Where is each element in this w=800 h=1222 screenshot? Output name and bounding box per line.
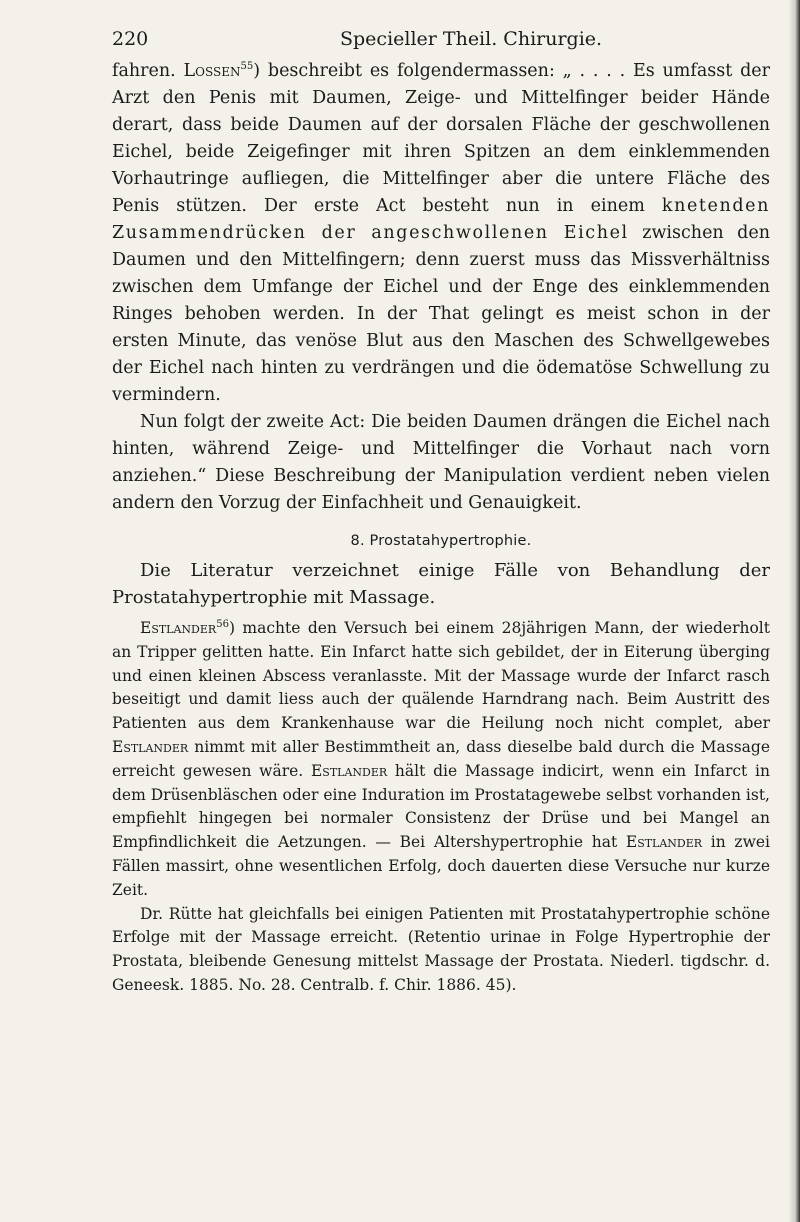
text-segment: ) machte den Versuch bei einem 28jährigen Mann, der wiederholt an Tripper gelitten hatte. Ein Infarct hatte sich gebildet, der in Eiterung überging und einen kleinen Abscess veranlasste. Mit der Massage wurde der Infarct rasch beseitigt und damit liess auch der quälende Harndrang nach. Beim Austritt des Patienten aus dem Krankenhause war die Heilung noch nicht complet, aber	[112, 619, 770, 733]
page-edge-shadow	[788, 0, 800, 1222]
author-name: Lossen	[183, 61, 241, 81]
section-title: 8. Prostatahypertrophie.	[350, 533, 532, 549]
paragraph-ruette: Dr. Rütte hat gleichfalls bei einigen Patienten mit Prostatahypertrophie schöne Erfolge mit der Massage erreicht. (Retentio urinae in Folge Hypertrophie der Prostata, bleibende Genesung mittelst Massage der Prostata. Niederl. tigdschr. d. Geneesk. 1885. No. 28. Centralb. f. Chir. 1886. 45).	[112, 904, 770, 994]
emphasized-text: knetenden Zusammendrücken der angeschwollenen Eichel	[112, 196, 770, 243]
running-head	[112, 28, 770, 58]
book-page	[112, 28, 770, 998]
running-head-title: Specieller Theil. Chirurgie.	[340, 28, 603, 50]
text-segment: ) beschreibt es folgendermassen: „ . . . . Es umfasst der Arzt den Penis mit Daumen, Zeige- und Mittelfinger beider Hände derart, dass beide Daumen auf der dorsalen Fläche der geschwollenen Eichel, beide Zeigefinger mit ihren Spitzen an dem einklemmenden Vorhautringe aufliegen, die Mittelfinger aber die untere Fläche des Penis stützen. Der erste Act besteht nun in einem	[112, 61, 770, 216]
text-segment: zwischen den Daumen und den Mittelfingern; denn zuerst muss das Missverhältniss zwischen dem Umfange der Eichel und der Enge des einklemmenden Ringes behoben werden. In der That gelingt es meist schon in der ersten Minute, das venöse Blut aus den Maschen des Schwellgewebes der Eichel nach hinten zu verdrängen und die ödematöse Schwellung zu vermindern.	[112, 223, 770, 405]
text-segment: fahren.	[112, 61, 184, 81]
section-intro: Die Literatur verzeichnet einige Fälle von Behandlung der Prostatahypertrophie mit Massage.	[112, 560, 770, 608]
author-name: Estlander	[140, 619, 217, 637]
author-name: Estlander	[112, 737, 189, 756]
small-print-block	[112, 617, 770, 998]
author-name: Estlander	[625, 833, 703, 852]
footnote-ref: 56	[216, 618, 229, 630]
text-segment: in zwei Fällen massirt, ohne wesentlichen Erfolg, doch dauerten diese Versuche nur kurze Zeit.	[112, 833, 770, 899]
paragraph-lossen	[112, 58, 770, 409]
author-name: Estlander	[310, 761, 388, 780]
text-segment: hält die Massage indicirt, wenn ein Infarct in dem Drüsenbläschen oder eine Induration im Prostatagewebe selbst vorhanden ist, empfiehlt hingegen bei normaler Consistenz der Drüse und bei Mangel an Empfindlichkeit die Aetzungen. — Bei Altershypertrophie hat	[112, 761, 770, 852]
paragraph-second-act: Nun folgt der zweite Act: Die beiden Daumen drängen die Eichel nach hinten, während Zeige- und Mittelfinger die Vorhaut nach vorn anziehen.“ Diese Beschreibung der Manipulation verdient neben vielen andern den Vorzug der Einfachheit und Genauigkeit.	[112, 412, 770, 513]
paragraph-estlander	[112, 617, 770, 903]
text-segment: nimmt mit aller Bestimmtheit an, dass dieselbe bald durch die Massage erreicht gewesen wäre.	[112, 737, 770, 780]
page-number: 220	[112, 28, 149, 50]
footnote-ref: 55	[240, 61, 254, 73]
